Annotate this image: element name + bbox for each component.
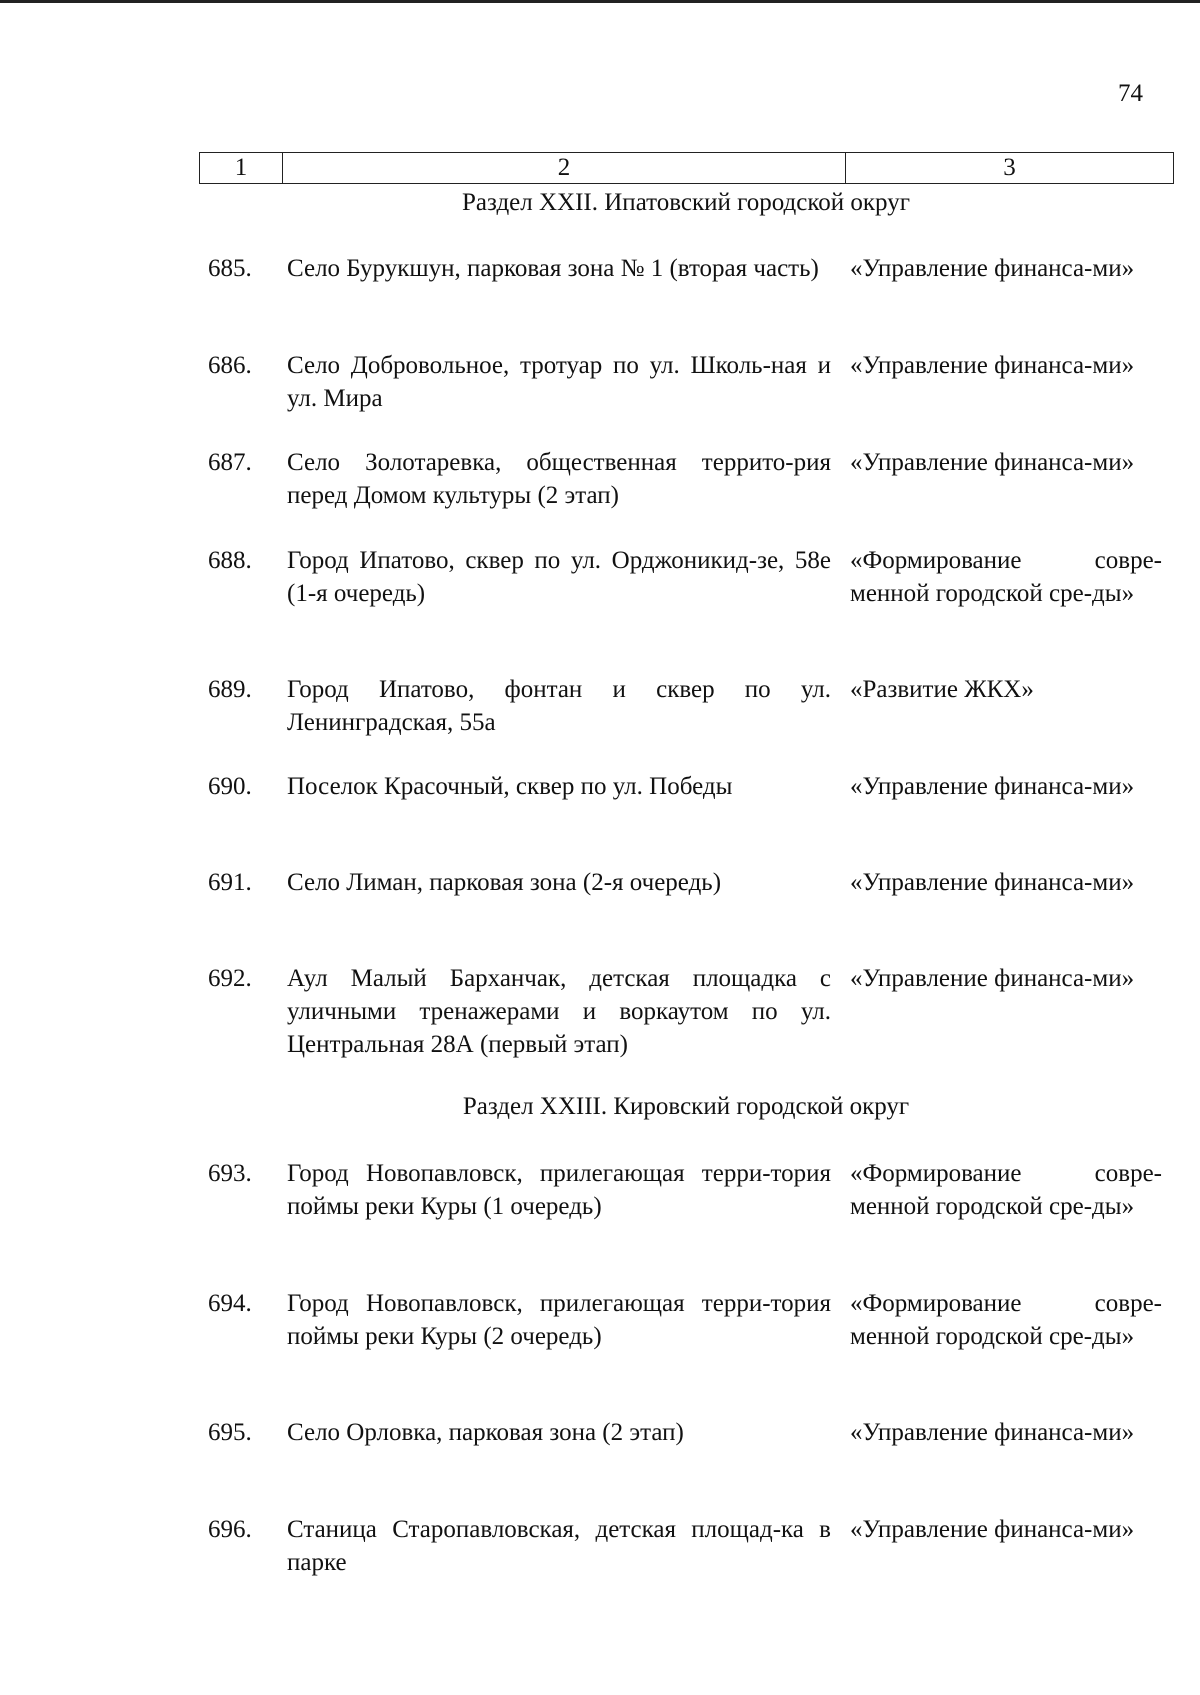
row-program: «Управление финанса-ми» (850, 869, 1135, 896)
page-number: 74 (1118, 80, 1143, 107)
column-header-3: 3 (846, 153, 1174, 184)
row-program: «Управление финанса-ми» (850, 449, 1135, 476)
row-number: 690. (208, 773, 252, 800)
row-number: 691. (208, 869, 252, 896)
row-number: 693. (208, 1160, 252, 1187)
row-object-name: Село Орловка, парковая зона (2 этап) (287, 1419, 684, 1446)
row-object-name: Город Новопавловск, прилегающая терри-тория поймы реки Куры (2 очередь) (287, 1290, 831, 1350)
column-header-table (199, 152, 1174, 184)
row-object-name: Село Лиман, парковая зона (2-я очередь) (287, 869, 722, 896)
row-number: 688. (208, 547, 252, 574)
row-number: 695. (208, 1419, 252, 1446)
row-program: «Формирование совре-менной городской сре-ды» (850, 547, 1162, 607)
section-title-xxii: Раздел XXII. Ипатовский городской округ (462, 189, 910, 216)
row-program: «Управление финанса-ми» (850, 1419, 1135, 1446)
row-program: «Управление финанса-ми» (850, 1516, 1135, 1543)
row-object-name: Город Новопавловск, прилегающая терри-тория поймы реки Куры (1 очередь) (287, 1160, 831, 1220)
column-header-1: 1 (200, 153, 283, 184)
row-program: «Формирование совре-менной городской сре-ды» (850, 1160, 1162, 1220)
row-object-name: Поселок Красочный, сквер по ул. Победы (287, 773, 733, 800)
top-border-line (0, 0, 1200, 3)
row-object-name: Город Ипатово, фонтан и сквер по ул. Ленинградская, 55а (287, 676, 831, 736)
column-header-2: 2 (283, 153, 846, 184)
column-header-row (200, 153, 1174, 184)
row-object-name: Аул Малый Барханчак, детская площадка с уличными тренажерами и воркаутом по ул. Центральная 28А (первый этап) (287, 965, 831, 1058)
row-object-name: Село Бурукшун, парковая зона № 1 (вторая часть) (287, 255, 819, 282)
row-number: 685. (208, 255, 252, 282)
row-program: «Развитие ЖКХ» (850, 676, 1034, 703)
row-program: «Управление финанса-ми» (850, 773, 1135, 800)
row-number: 696. (208, 1516, 252, 1543)
row-number: 687. (208, 449, 252, 476)
row-program: «Управление финанса-ми» (850, 352, 1135, 379)
row-program: «Формирование совре-менной городской сре-ды» (850, 1290, 1162, 1350)
row-object-name: Село Добровольное, тротуар по ул. Школь-ная и ул. Мира (287, 352, 831, 412)
row-number: 689. (208, 676, 252, 703)
row-object-name: Село Золотаревка, общественная террито-рия перед Домом культуры (2 этап) (287, 449, 831, 509)
row-object-name: Станица Старопавловская, детская площад-ка в парке (287, 1516, 831, 1576)
section-title-xxiii: Раздел XXIII. Кировский городской округ (462, 1093, 910, 1120)
row-program: «Управление финанса-ми» (850, 255, 1135, 282)
row-number: 694. (208, 1290, 252, 1317)
row-program: «Управление финанса-ми» (850, 965, 1135, 992)
row-number: 686. (208, 352, 252, 379)
row-number: 692. (208, 965, 252, 992)
row-object-name: Город Ипатово, сквер по ул. Орджоникид-зе, 58е (1-я очередь) (287, 547, 831, 607)
